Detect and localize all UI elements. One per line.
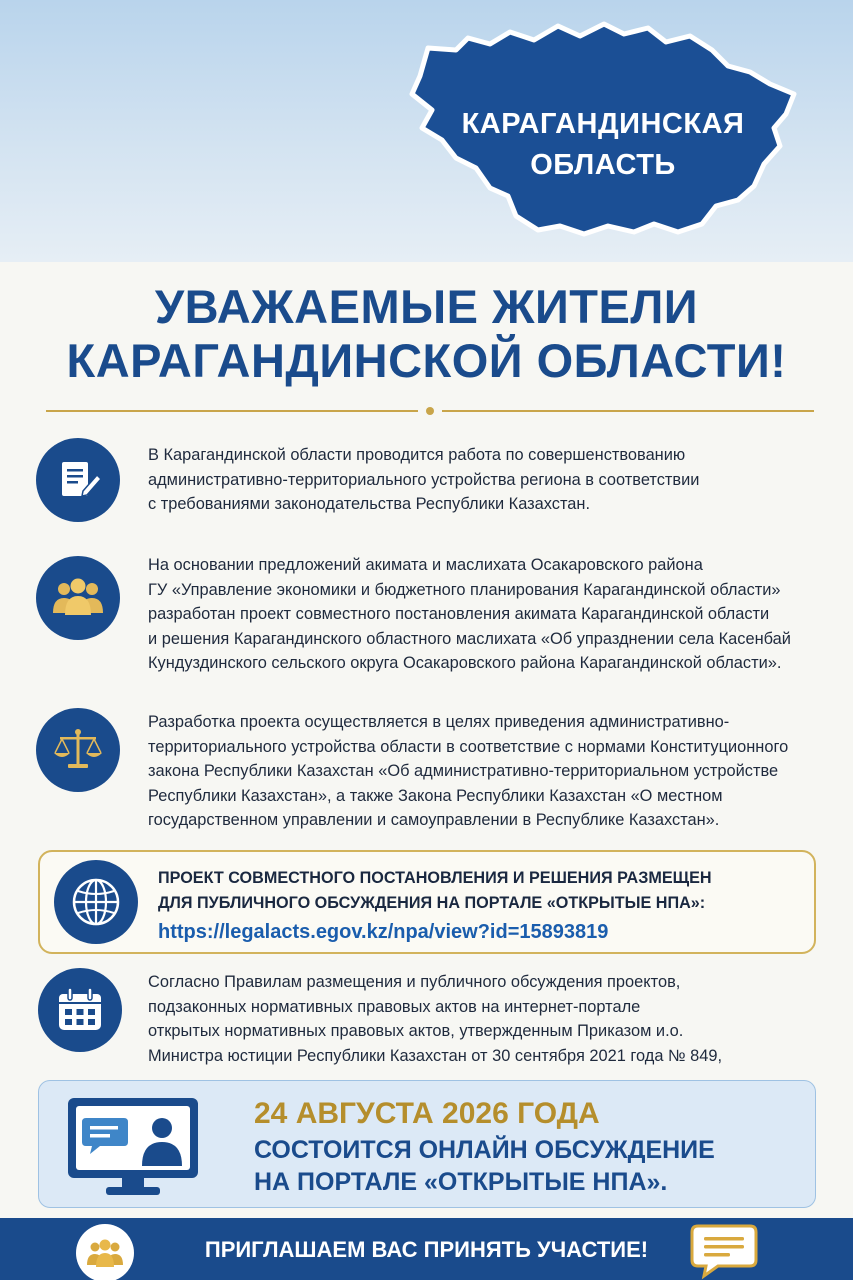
section-improvement-text [148,443,828,517]
text-line: закона Республики Казахстан «Об административно-территориальном устройстве [148,762,779,780]
text-line: и решения Карагандинского областного маслихата «Об упразднении села Касенбай [148,629,791,648]
text-line: разработан проект совместного постановления акимата Карагандинской области [148,605,770,623]
region-name [448,104,758,186]
region-name-line2: ОБЛАСТЬ [530,149,676,181]
text-line: административно-территориального устройства региона в соответствии [148,470,700,489]
scales-icon [36,708,120,792]
people-group-icon [36,556,120,640]
discussion-line1: СОСТОИТСЯ ОНЛАЙН ОБСУЖДЕНИЕ [254,1136,715,1164]
video-call-icon [66,1096,200,1198]
calendar-icon [38,968,122,1052]
text-line: открытых нормативных правовых актов, утвержденным Приказом и.о. [148,1022,684,1040]
header-banner [0,0,853,262]
title-divider [46,406,814,416]
text-line: Кундуздинского сельского округа Осакаровского района Карагандинской области». [148,654,782,672]
section-project-text [148,553,828,676]
page-title [0,280,853,388]
page-title-line1: УВАЖАЕМЫЕ ЖИТЕЛИ [154,280,699,333]
rules-text [148,970,828,1068]
text-line: В Карагандинской области проводится работа по совершенствованию [148,446,686,464]
text-line: Республики Казахстан», а также Закона Республики Казахстан «О местном [148,786,723,805]
text-line: с требованиями законодательства Республики Казахстан. [148,495,591,513]
text-line: подзаконных нормативных правовых актов на интернет-портале [148,997,641,1016]
region-name-line1: КАРАГАНДИНСКАЯ [461,108,745,140]
page-title-line2: КАРАГАНДИНСКОЙ ОБЛАСТИ! [66,334,787,387]
text-line: Согласно Правилам размещения и публичного обсуждения проектов, [148,973,681,991]
portal-text [158,866,798,948]
portal-link[interactable]: https://legalacts.egov.kz/npa/view?id=15893819 [158,921,609,943]
discussion-description [254,1134,715,1198]
section-purpose-text [148,710,828,833]
discussion-line2: НА ПОРТАЛЕ «ОТКРЫТЫЕ НПА». [254,1168,668,1196]
text-line: территориального устройства области в соответствие с нормами Конституционного [148,737,789,756]
text-line: ГУ «Управление экономики и бюджетного планирования Карагандинской области» [148,580,781,599]
text-line: На основании предложений акимата и маслихата Осакаровского района [148,556,703,574]
discussion-date: 24 АВГУСТА 2026 ГОДА [254,1097,600,1130]
text-line: Разработка проекта осуществляется в целях приведения административно- [148,713,730,731]
chat-bubble-icon [688,1222,760,1280]
text-line: Министра юстиции Республики Казахстан от 30 сентября 2021 года № 849, [148,1046,723,1065]
footer-invitation: ПРИГЛАШАЕМ ВАС ПРИНЯТЬ УЧАСТИЕ! [204,1237,649,1262]
portal-line1: ПРОЕКТ СОВМЕСТНОГО ПОСТАНОВЛЕНИЯ И РЕШЕНИЯ РАЗМЕЩЕН [158,869,712,887]
document-edit-icon [36,438,120,522]
portal-line2: ДЛЯ ПУБЛИЧНОГО ОБСУЖДЕНИЯ НА ПОРТАЛЕ «ОТКРЫТЫЕ НПА»: [158,894,706,912]
text-line: государственном управлении и самоуправлении в Республике Казахстан». [148,811,720,829]
globe-icon [54,860,138,944]
